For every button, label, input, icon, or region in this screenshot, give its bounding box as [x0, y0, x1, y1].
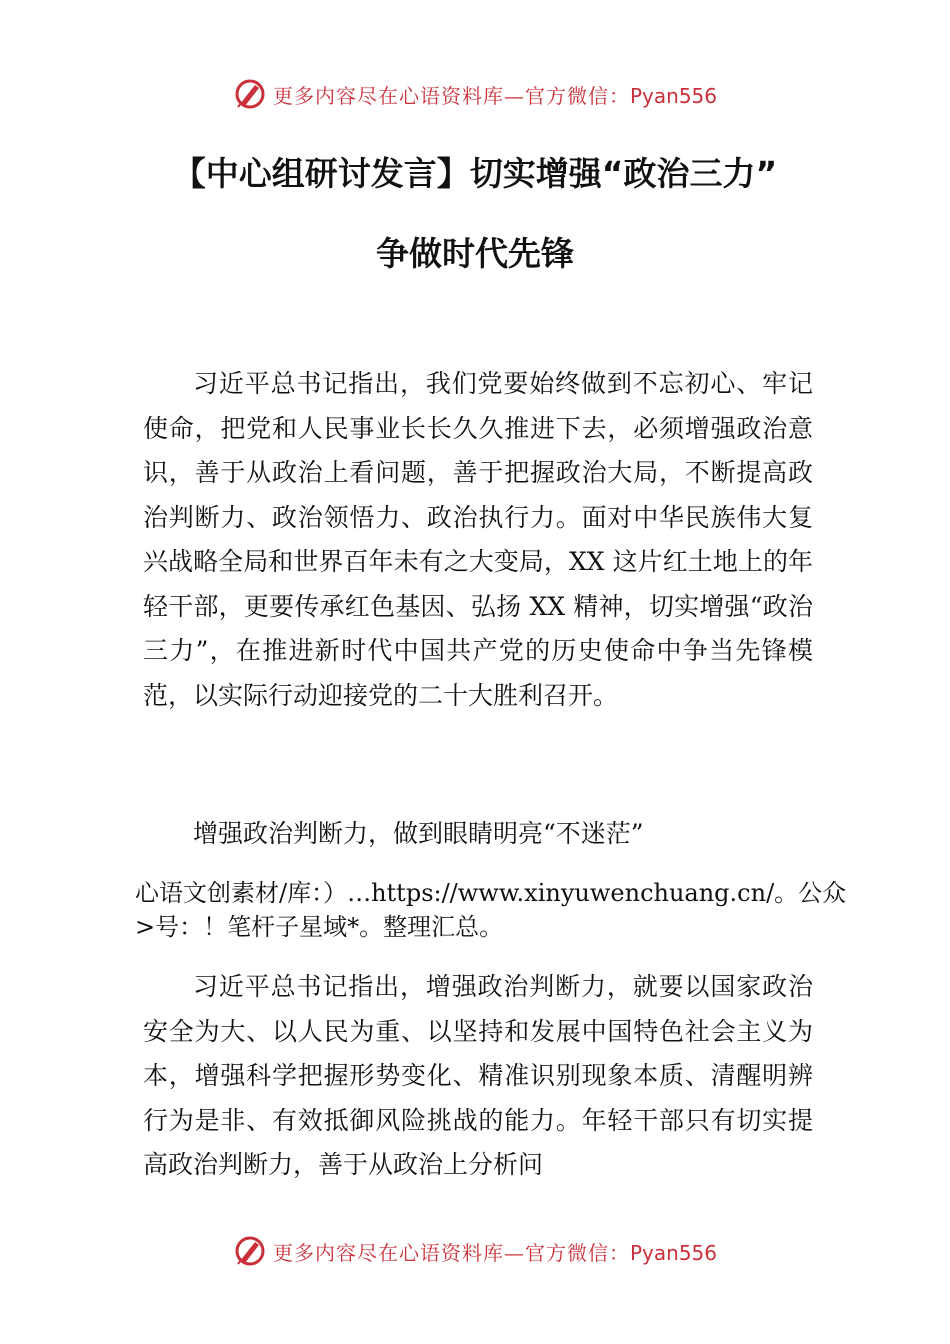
- banner-text: 更多内容尽在心语资料库—官方微信：Pyan556: [272, 83, 717, 108]
- banner-text: 更多内容尽在心语资料库—官方微信：Pyan556: [272, 1240, 717, 1265]
- body-paragraph-2: 习近平总书记指出，增强政治判断力，就要以国家政治安全为大、以人民为重、以坚持和发展中国特色社会主义为本，增强科学把握形势变化、精准识别现象本质、清醒明辨行为是非、有效抵御风险挑战的能力。年轻干部只有切实提高政治判断力，善于从政治上分析问: [143, 972, 813, 1179]
- body-paragraph-1: 习近平总书记指出，我们党要始终做到不忘初心、牢记使命，把党和人民事业长长久久推进下去，必须增强政治意识，善于从政治上看问题，善于把握政治大局，不断提高政治判断力、政治领悟力、政治执行力。面对中华民族伟大复兴战略全局和世界百年未有之大变局，XX 这片红土地上的年轻干部，更要传承红色基因、弘扬 XX 精神，切实增强“政治三力”，在推进新时代中国共产党的历史使命中争当先锋模范，以实际行动迎接党的二十大胜利召开。: [143, 369, 813, 710]
- document-title-line-2: 争做时代先锋: [376, 234, 574, 273]
- document-title-line-1: 【中心组研讨发言】切实增强“政治三力”: [172, 154, 778, 193]
- section-heading: 增强政治判断力，做到眼睛明亮“不迷茫”: [193, 819, 644, 848]
- quill-pen-logo-icon: [233, 1234, 267, 1268]
- banner-wechat-id: Pyan556: [629, 1240, 717, 1265]
- quill-pen-logo-icon: [233, 77, 267, 111]
- banner-wechat-id: Pyan556: [629, 83, 717, 108]
- header-banner: [0, 72, 950, 116]
- footer-banner: [0, 1229, 950, 1273]
- source-note: 心语文创素材/库：）…https://www.xinyuwenchuang.cn/。公众>号：！笔杆子星域*。整理汇总。: [135, 879, 847, 941]
